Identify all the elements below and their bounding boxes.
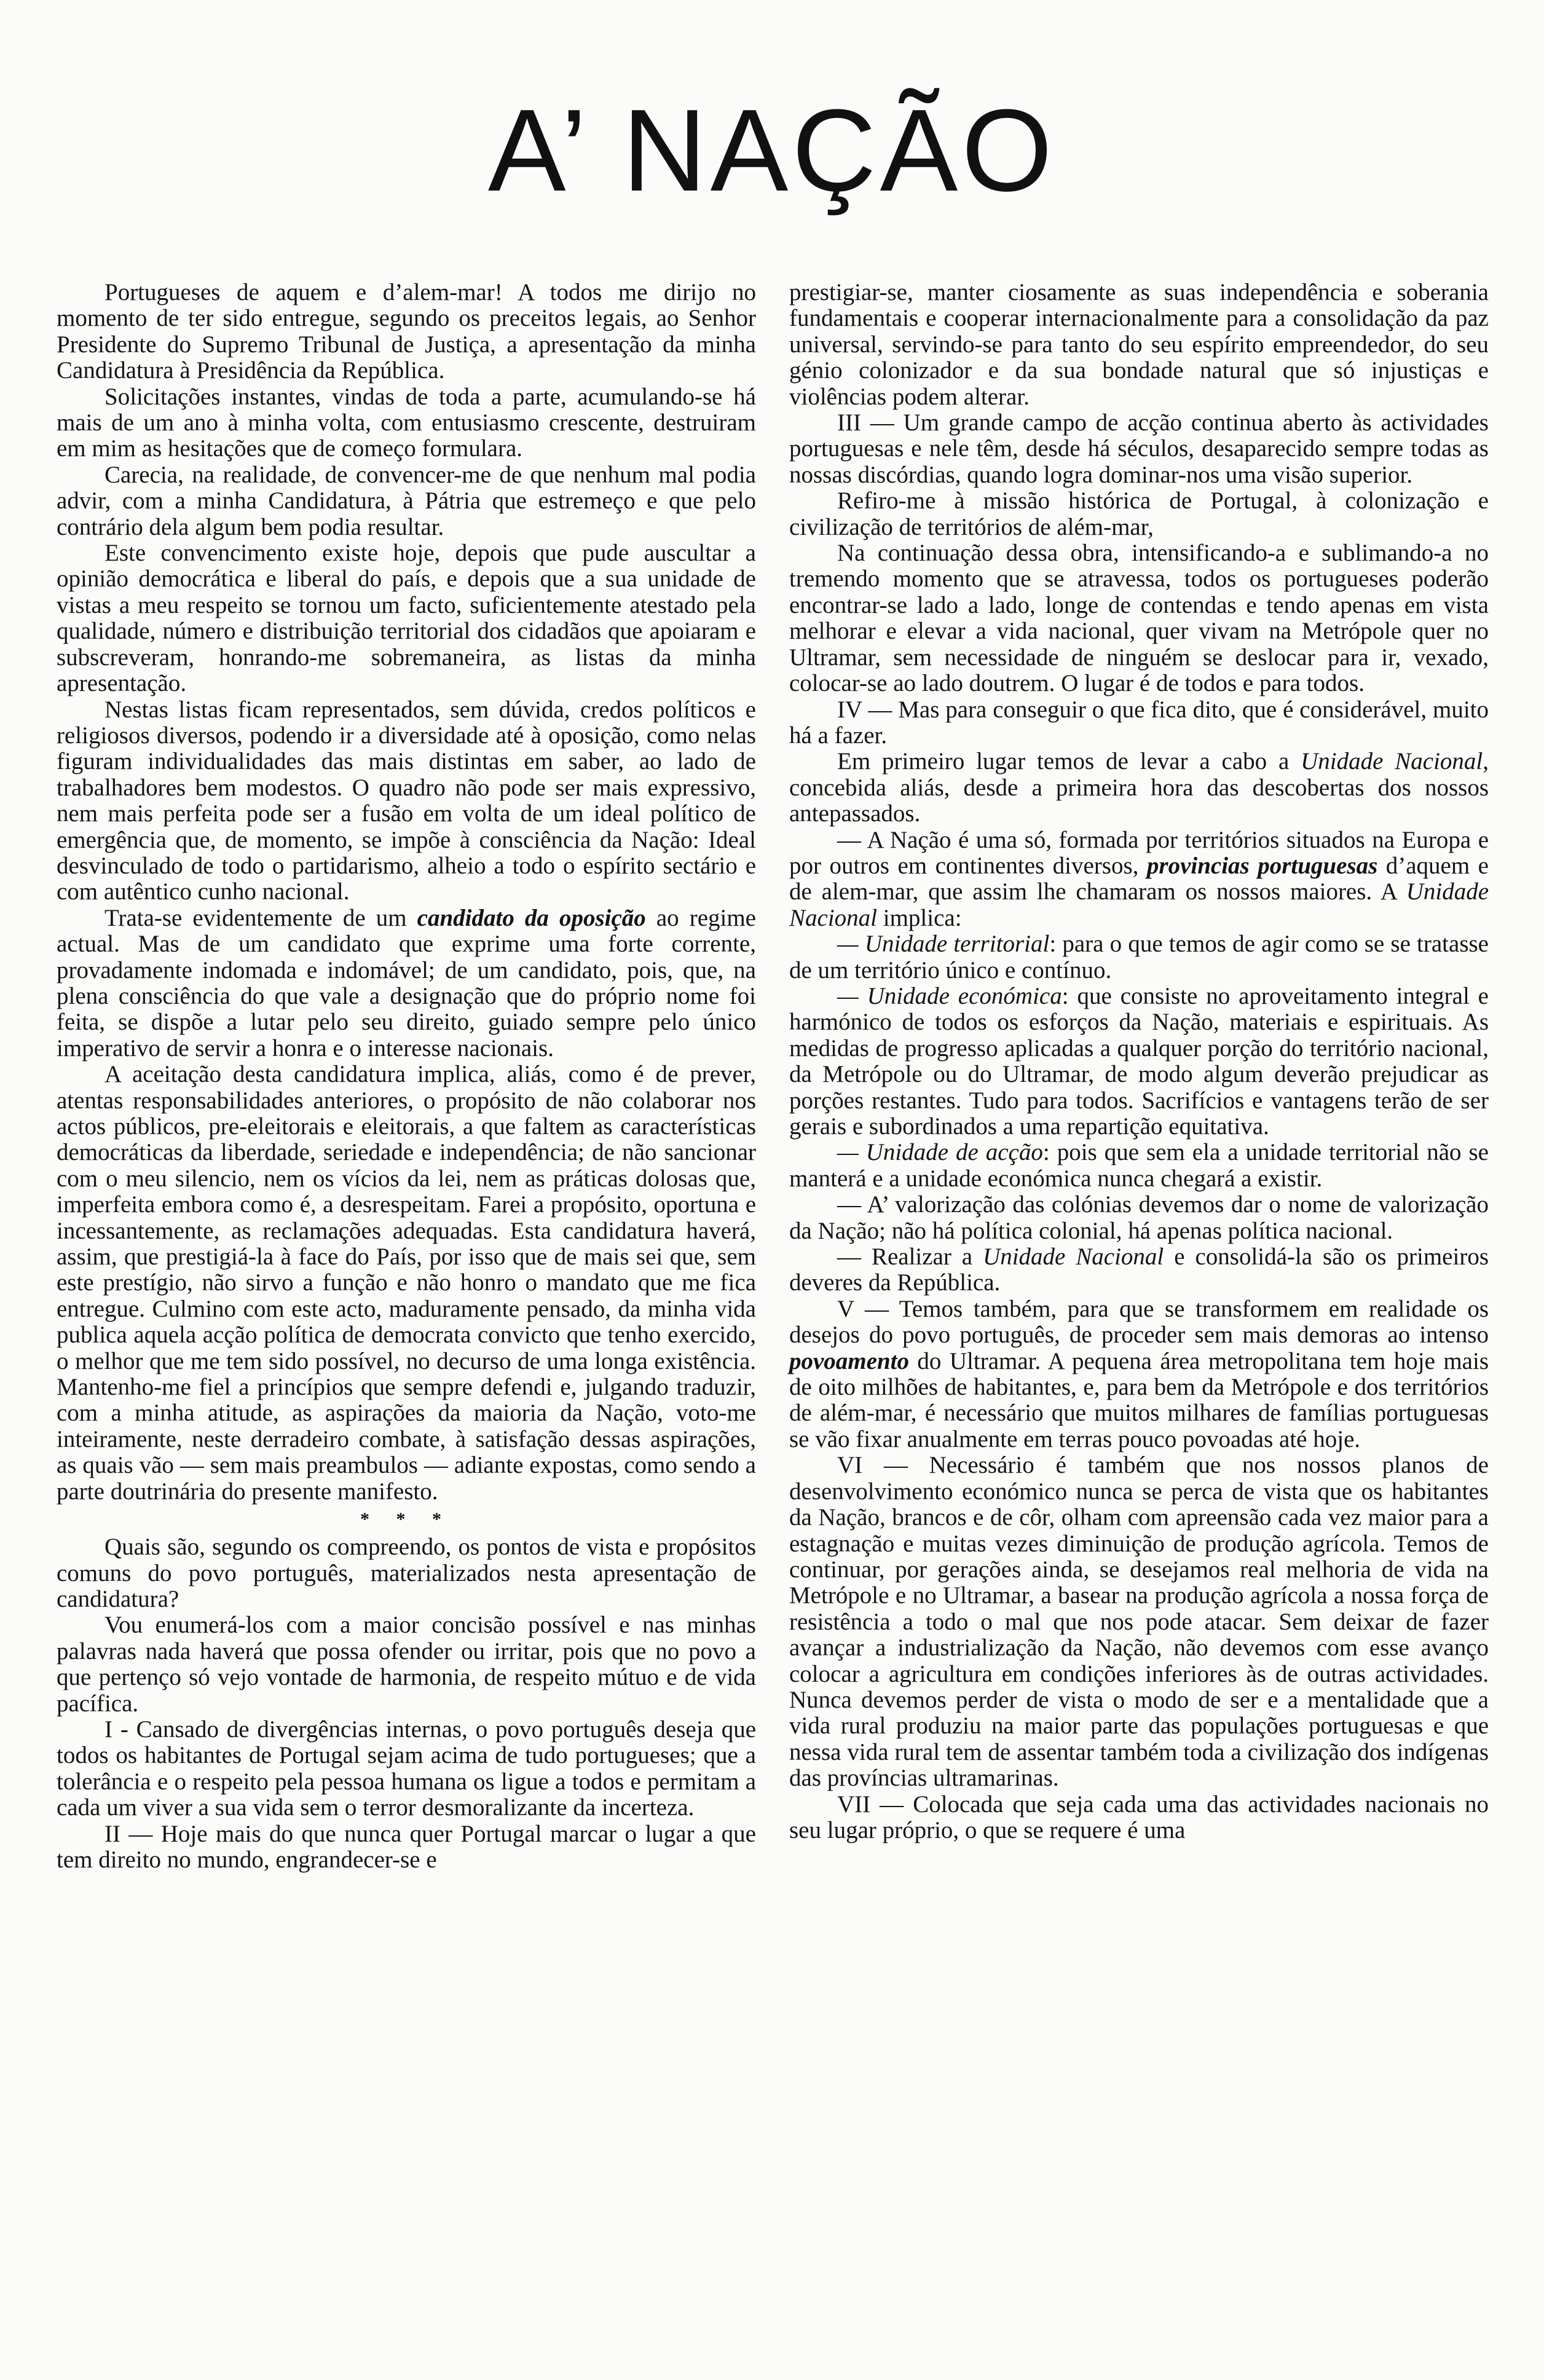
paragraph: Solicitações instantes, vindas de toda a parte, acumulando-se há mais de um ano à minha volta, com entusiasmo crescente, destruiram em mim as hesitações que de começo formulara. [57,383,756,462]
paragraph [789,1244,1489,1296]
paragraph: Quais são, segundo os compreendo, os pontos de vista e propósitos comuns do povo português, materializados nesta apresentação de candidatura? [57,1534,756,1612]
paragraph: Nestas listas ficam representados, sem dúvida, credos políticos e religiosos diversos, podendo ir a diversidade até à oposição, como nelas figuram individualidades das mais distintas em saber, ao lado de trabalhadores bem modestos. O quadro não pode ser mais expressivo, nem mais perfeita pode ser a fusão em volta de um ideal político de emergência que, de momento, se impõe à consciência da Nação: Ideal desvinculado de todo o partidarismo, alheio a todo o espírito sectário e com autêntico cunho nacional. [57,696,756,905]
paragraph: prestigiar-se, manter ciosamente as suas independência e soberania fundamentais e cooperar internacionalmente para a consolidação da paz universal, servindo-se para tanto do seu espírito empreendedor, do seu génio colonizador e da sua bondade natural que só injustiças e violências podem alterar. [789,279,1489,410]
paragraph: VII — Colocada que seja cada uma das actividades nacionais no seu lugar próprio, o que se requere é uma [789,1791,1489,1843]
emphasis: — Unidade económica [837,982,1062,1009]
paragraph [789,931,1489,983]
text-run: Trata-se evidentemente de um [104,904,417,931]
text-run: : para o que temos de agir como se se tratasse de um território único e contínuo. [789,931,1489,983]
paragraph: Carecia, na realidade, de convencer-me de que nenhum mal podia advir, com a minha Candidatura, à Pátria que estremeço e que pelo contrário dela algum bem podia resultar. [57,461,756,540]
paragraph: IV — Mas para conseguir o que fica dito, que é considerável, muito há a fazer. [789,696,1489,749]
text-run: ao regime actual. Mas de um candidato que exprime uma forte corrente, provadamente indomada e indomável; de um candidato, pois, que, na plena consciência do que vale a designação que do próprio nome foi feita, se dispõe a lutar pelo seu direito, guiado sempre pelo único imperativo de servir a honra e o interesse nacionais. [57,904,756,1062]
paragraph: III — Um grande campo de acção continua aberto às actividades portuguesas e nele têm, desde há séculos, desaparecido sempre todas as nossas discórdias, quando logra dominar-nos uma visão superior. [789,409,1489,488]
paragraph: Na continuação dessa obra, intensificando-a e sublimando-a no tremendo momento que se atravessa, todos os portugueses poderão encontrar-se lado a lado, longe de contendas e tendo apenas em vista melhorar e elevar a vida nacional, quer vivam na Metrópole quer no Ultramar, sem necessidade de ninguém se deslocar para ir, vexado, colocar-se ao lado doutrem. O lugar é de todos e para todos. [789,540,1489,697]
emphasis: provincias portuguesas [1146,852,1378,879]
emphasis: — Unidade territorial [837,931,1050,958]
emphasis: Unidade Nacional [789,878,1489,931]
section-separator: * * * [360,1509,452,1530]
paragraph: Este convencimento existe hoje, depois que pude auscultar a opinião democrática e liberal do país, e depois que a sua unidade de vistas a meu respeito se tornou um facto, suficientemente atestado pela qualidade, número e distribuição territorial dos cidadãos que apoiaram e subscreveram, honrando-me sobremaneira, as listas da minha apresentação. [57,540,756,697]
emphasis: povoamento [789,1347,909,1374]
paragraph: I - Cansado de divergências internas, o povo português deseja que todos os habitantes de Portugal sejam acima de tudo portugueses; que a tolerância e o respeito pela pessoa humana os ligue a todos e permitam a cada um viver a sua vida sem o terror desmoralizante da incerteza. [57,1716,756,1821]
text-run: : que consiste no aproveitamento integral e harmónico de todos os esforços da Nação, materiais e espirituais. As medidas de progresso aplicadas a qualquer porção do território nacional, da Metrópole ou do Ultramar, de modo algum deverão prejudicar as porções restantes. Tudo para todos. Sacrifícios e vantagens terão de ser gerais e subordinados a uma repartição equitativa. [789,982,1489,1140]
text-run: d’aquem e de alem-mar, que assim lhe chamaram os nossos maiores. A [789,852,1489,905]
paragraph [57,905,756,1062]
paragraph [789,1140,1489,1192]
left-column [57,280,756,2370]
paragraph: Vou enumerá-los com a maior concisão possível e nas minhas palavras nada haverá que possa ofender ou irritar, pois que no povo a que pertenço só vejo vontade de harmonia, de respeito mútuo e de vida pacífica. [57,1612,756,1717]
paragraph [789,749,1489,827]
paragraph: II — Hoje mais do que nunca quer Portugal marcar o lugar a que tem direito no mundo, engrandecer-se e [57,1820,756,1873]
text-run: Em primeiro lugar temos de levar a cabo a [837,748,1301,775]
text-run: V — Temos também, para que se transformem em realidade os desejos do povo português, de proceder sem mais demoras ao intenso [789,1295,1489,1349]
paragraph: Refiro-me à missão histórica de Portugal, à colonização e civilização de territórios de além-mar, [789,487,1489,540]
paragraph [789,827,1489,932]
paragraph [789,983,1489,1140]
text-run: implica: [877,904,962,931]
emphasis: Unidade Nacional [1301,748,1483,775]
text-run: e consolidá-la são os primeiros deveres da República. [789,1243,1489,1296]
emphasis: candidato da oposição [417,904,646,931]
paragraph: A aceitação desta candidatura implica, aliás, como é de prever, atentas responsabilidades anteriores, o propósito de não colaborar nos actos públicos, pre-eleitorais e eleitorais, a que faltem as características democráticas da liberdade, seriedade e independência; de não sancionar com o meu silencio, nem os vícios da lei, nem as práticas dolosas que, imperfeita embora como é, a desrespeitam. Farei a propósito, oportuna e incessantemente, as reclamações adequadas. Esta candidatura haverá, assim, que prestigiá-la à face do País, por isso que de mais sei que, sem este prestígio, não sirvo a função e não honro o mandato que me fica entregue. Culmino com este acto, maduramente pensado, da minha vida publica aquela acção política de democrata convicto que tenho exercido, o melhor que me tem sido possível, no decurso de uma longa existência. Mantenho-me fiel a princípios que sempre defendi e, julgando traduzir, com a minha atitude, as aspirações da maioria da Nação, voto-me inteiramente, neste derradeiro combate, à satisfação dessas aspirações, as quais vão — sem mais preambulos — adiante expostas, como sendo a parte doutrinária do presente manifesto. [57,1061,756,1505]
paragraph: Portugueses de aquem e d’alem-mar! A todos me dirijo no momento de ter sido entregue, segundo os preceitos legais, ao Senhor Presidente do Supremo Tribunal de Justiça, a apresentação da minha Candidatura à Presidência da República. [57,279,756,384]
emphasis: Unidade Nacional [983,1243,1164,1271]
page-title: A’ NAÇÃO [487,85,1057,216]
emphasis: — Unidade de acção [837,1139,1043,1166]
text-run: — A Nação é uma só, formada por territórios situados na Europa e por outros em continentes diversos, [789,826,1489,879]
text-run: : pois que sem ela a unidade territorial não se manterá e a unidade económica nunca chegará a existir. [789,1139,1489,1192]
paragraph: — A’ valorização das colónias devemos dar o nome de valorização da Nação; não há política colonial, há apenas política nacional. [789,1191,1489,1244]
text-run: — Realizar a [837,1243,983,1271]
text-run: , concebida aliás, desde a primeira hora das descobertas dos nossos antepassados. [789,748,1489,827]
paragraph: VI — Necessário é também que nos nossos planos de desenvolvimento económico nunca se perca de vista que os habitantes da Nação, brancos e de côr, olham com apreensão cada vez maior para a estagnação e muitas vezes diminuição de produção agrícola. Temos de continuar, por gerações ainda, se desejamos real melhoria de vida na Metrópole e no Ultramar, a basear na produção agrícola a nossa força de resistência a todo o mal que nos pode atacar. Sem deixar de fazer avançar a industrialização da Nação, não devemos com esse avanço colocar a agricultura em condições inferiores às de outras actividades. Nunca devemos perder de vista o modo de ser e a mentalidade que a vida rural produziu na maior parte das populações portuguesas e que nessa vida rural tem de assentar também toda a civilização dos indígenas das províncias ultramarinas. [789,1452,1489,1792]
paragraph [789,1296,1489,1452]
right-column [789,280,1489,2370]
text-run: do Ultramar. A pequena área metropolitana tem hoje mais de oito milhões de habitantes, e, para bem da Metrópole e dos territórios de além-mar, é necessário que muitos milhares de famílias portuguesas se vão fixar anualmente em terras pouco povoadas até hoje. [789,1347,1489,1452]
